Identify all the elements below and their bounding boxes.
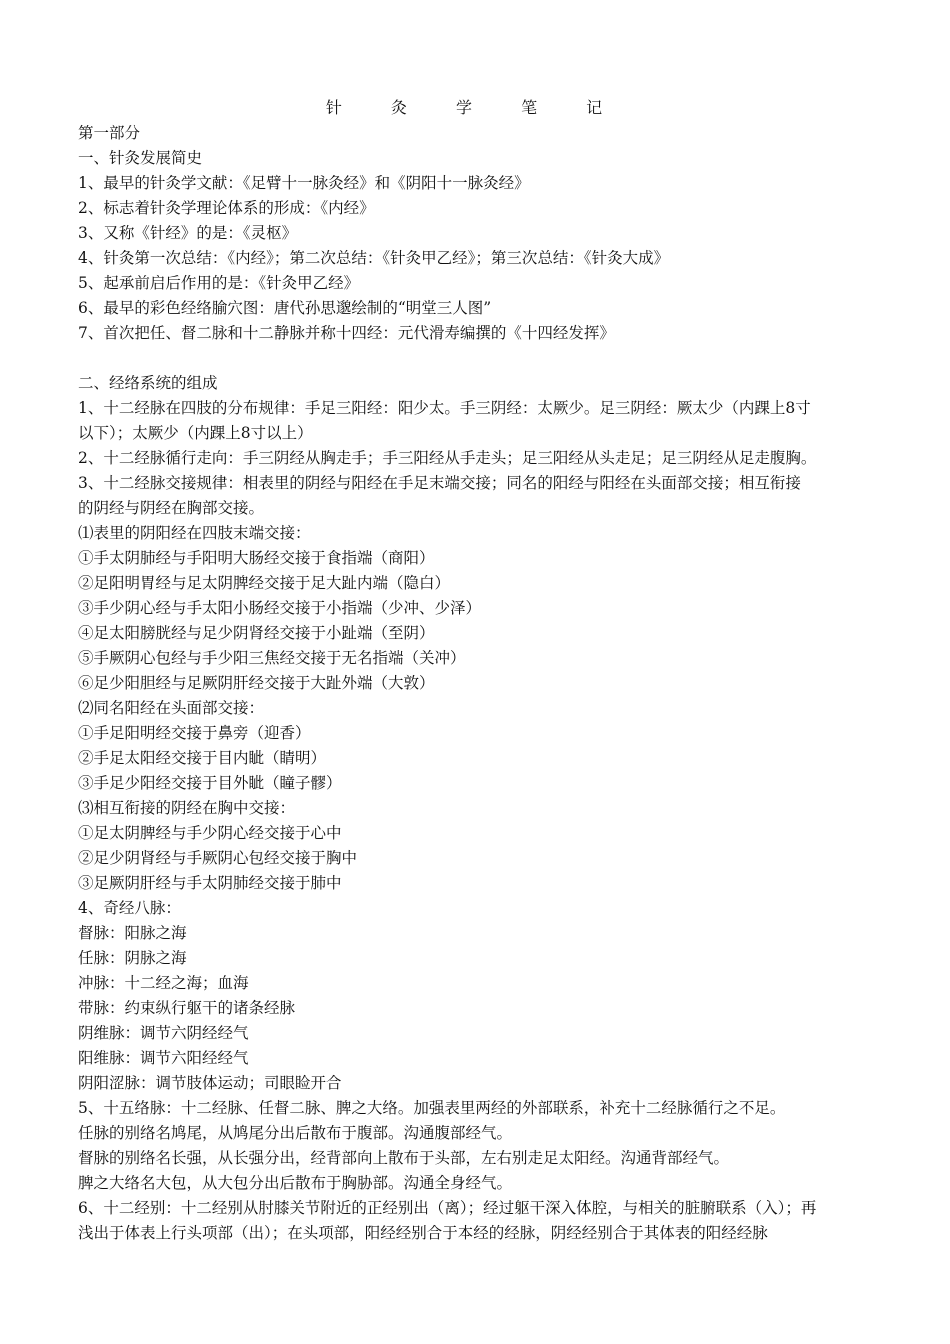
- text-line: 2、十二经脉循行走向：手三阴经从胸走手；手三阳经从手走头；足三阳经从头走足；足三阴经从足走腹胸。: [78, 449, 817, 467]
- text-line: 第一部分: [78, 124, 141, 142]
- text-line: ①手足阳明经交接于鼻旁（迎香）: [78, 724, 311, 742]
- text-line: 2、标志着针灸学理论体系的形成：《内经》: [78, 199, 375, 217]
- text-line: ③足厥阴肝经与手太阴肺经交接于肺中: [78, 874, 342, 892]
- text-line: ②足阳明胃经与足太阴脾经交接于足大趾内端（隐白）: [78, 574, 451, 592]
- text-line: 3、十二经脉交接规律：相表里的阴经与阳经在手足末端交接；同名的阳经与阳经在头面部交接；相互衔接: [78, 474, 801, 492]
- text-line: 带脉：约束纵行躯干的诸条经脉: [78, 999, 296, 1017]
- text-line: ⑴表里的阴阳经在四肢末端交接：: [78, 524, 311, 542]
- text-line: 4、奇经八脉：: [78, 899, 181, 917]
- text-line: ②足少阴肾经与手厥阴心包经交接于胸中: [78, 849, 358, 867]
- text-line: 阴阳涩脉：调节肢体运动；司眼睑开合: [78, 1074, 342, 1092]
- document-title: 针 灸 学 笔 记: [325, 98, 625, 117]
- text-line: 阳维脉：调节六阳经经气: [78, 1049, 249, 1067]
- text-line: ⑥足少阳胆经与足厥阴肝经交接于大趾外端（大敦）: [78, 674, 435, 692]
- text-line: 二、经络系统的组成: [78, 374, 218, 392]
- text-line: 3、又称《针经》的是：《灵枢》: [78, 224, 298, 242]
- text-line: ⑶相互衔接的阴经在胸中交接：: [78, 799, 296, 817]
- text-line: 6、十二经别：十二经别从肘膝关节附近的正经别出（离）；经过躯干深入体腔，与相关的脏腑联系（入）；再: [78, 1199, 817, 1217]
- text-line: 5、起承前启后作用的是：《针灸甲乙经》: [78, 274, 360, 292]
- text-line: 1、十二经脉在四肢的分布规律：手足三阳经：阳少太。手三阴经：太厥少。足三阴经：厥太少（内踝上8寸: [78, 399, 811, 417]
- text-line: 任脉的别络名鸠尾，从鸠尾分出后散布于腹部。沟通腹部经气。: [78, 1124, 513, 1142]
- text-line: ④足太阳膀胱经与足少阴肾经交接于小趾端（至阴）: [78, 624, 435, 642]
- text-line: 浅出于体表上行头项部（出）；在头项部，阳经经别合于本经的经脉，阴经经别合于其体表的阳经经脉: [78, 1224, 768, 1242]
- text-line: ②手足太阳经交接于目内眦（睛明）: [78, 749, 327, 767]
- text-line: 5、十五络脉：十二经脉、任督二脉、脾之大络。加强表里两经的外部联系，补充十二经脉循行之不足。: [78, 1099, 786, 1117]
- text-line: ①手太阴肺经与手阳明大肠经交接于食指端（商阳）: [78, 549, 435, 567]
- text-line: ①足太阴脾经与手少阴心经交接于心中: [78, 824, 342, 842]
- text-line: 督脉的别络名长强，从长强分出，经背部向上散布于头部，左右别走足太阳经。沟通背部经气。: [78, 1149, 730, 1167]
- text-line: 1、最早的针灸学文献：《足臂十一脉灸经》和《阴阳十一脉灸经》: [78, 174, 530, 192]
- text-line: 任脉：阴脉之海: [78, 949, 187, 967]
- text-line: 以下）；太厥少（内踝上8寸以上）: [78, 424, 313, 442]
- text-line: 阴维脉：调节六阴经经气: [78, 1024, 249, 1042]
- text-line: ③手少阴心经与手太阳小肠经交接于小指端（少冲、少泽）: [78, 599, 482, 617]
- text-line: 一、针灸发展简史: [78, 149, 203, 167]
- text-line: 冲脉：十二经之海；血海: [78, 974, 249, 992]
- text-line: 督脉：阳脉之海: [78, 924, 187, 942]
- text-line: 脾之大络名大包，从大包分出后散布于胸胁部。沟通全身经气。: [78, 1174, 513, 1192]
- text-line: ⑵同名阳经在头面部交接：: [78, 699, 265, 717]
- blank-line: [78, 346, 878, 371]
- text-line: 的阴经与阴经在胸部交接。: [78, 499, 265, 517]
- text-line: 6、最早的彩色经络腧穴图：唐代孙思邈绘制的“明堂三人图”: [78, 299, 492, 317]
- text-line: 4、针灸第一次总结：《内经》；第二次总结：《针灸甲乙经》；第三次总结：《针灸大成》: [78, 249, 670, 267]
- text-line: ③手足少阳经交接于目外眦（瞳子髎）: [78, 774, 342, 792]
- text-line: 7、首次把任、督二脉和十二静脉并称十四经：元代滑寿编撰的《十四经发挥》: [78, 324, 615, 342]
- document-body: [78, 121, 878, 1246]
- text-line: ⑤手厥阴心包经与手少阳三焦经交接于无名指端（关冲）: [78, 649, 466, 667]
